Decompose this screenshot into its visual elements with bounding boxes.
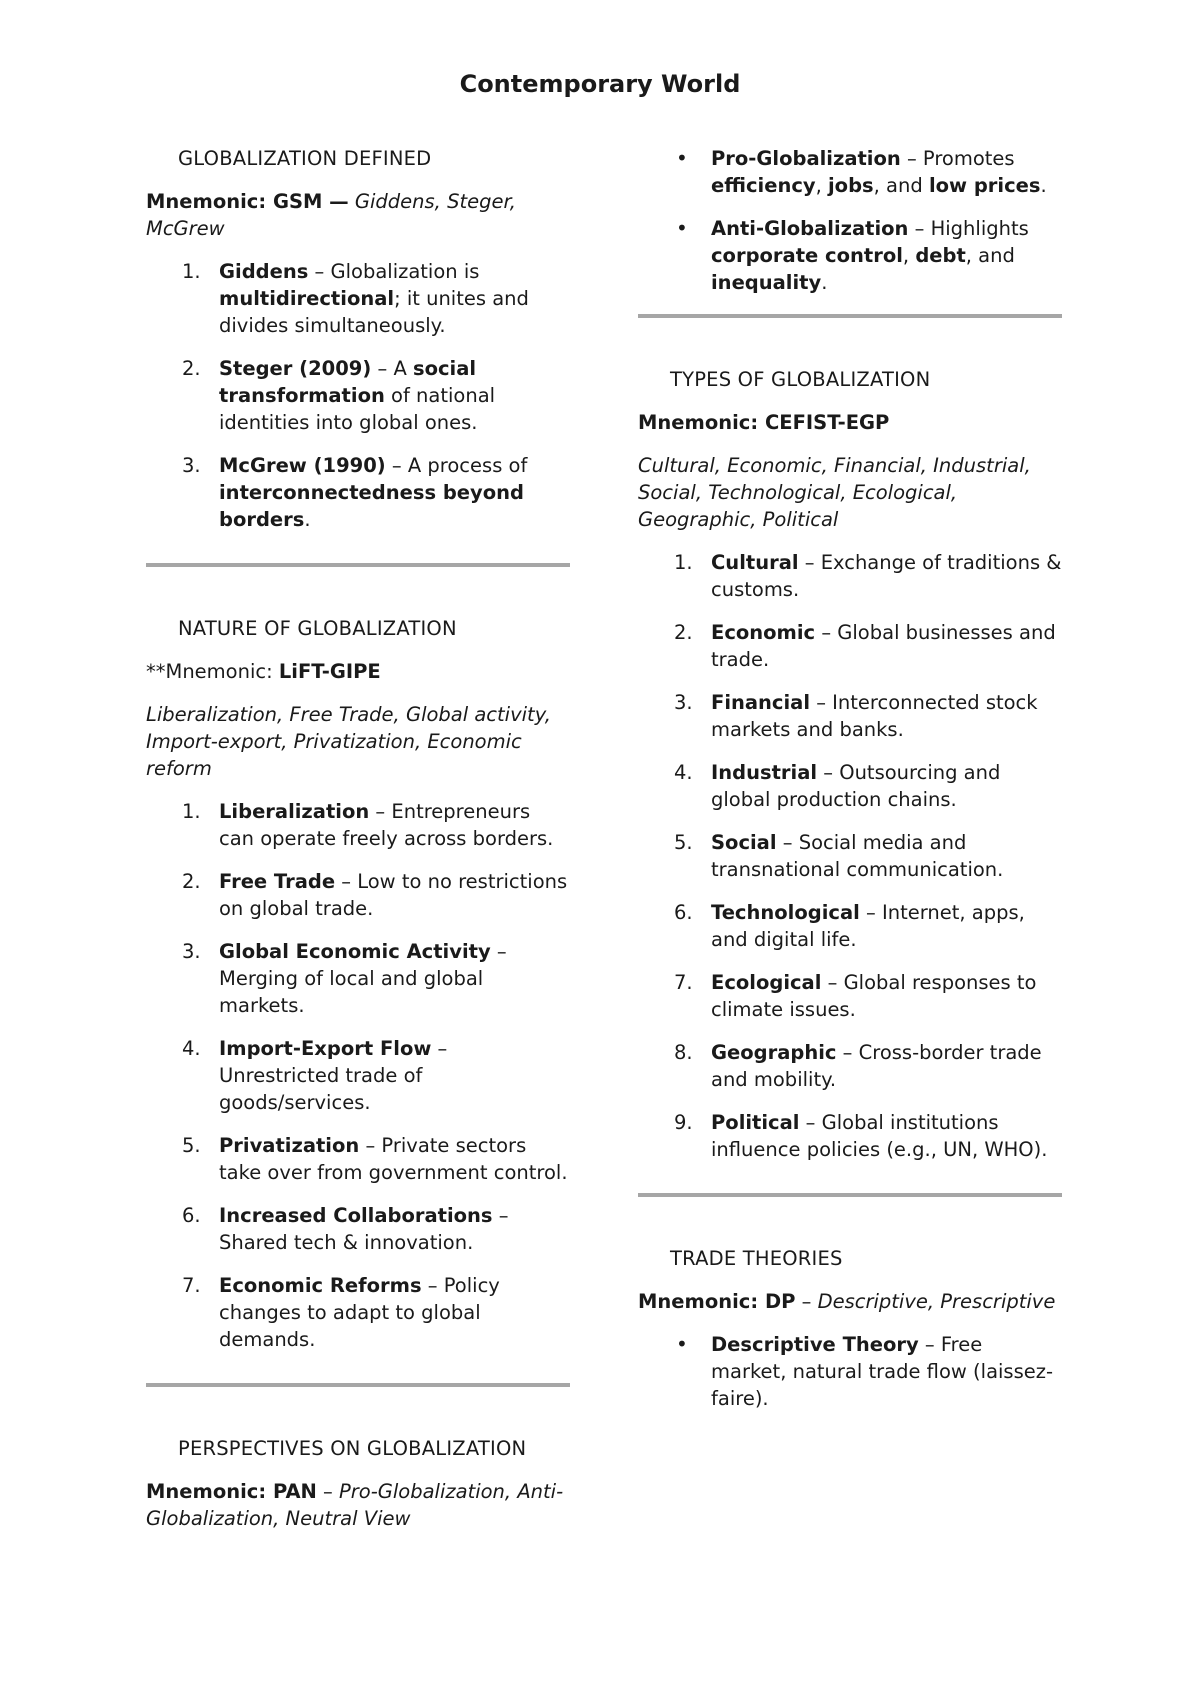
list-separator: – [798, 551, 821, 574]
list-term: Anti-Globalization [711, 217, 909, 240]
list-separator: – [431, 1037, 448, 1060]
list-item [638, 619, 1062, 673]
mnemonic-line [638, 1288, 1062, 1315]
list-number: 3. [674, 691, 693, 714]
mnemonic-label: Mnemonic: DP [638, 1290, 796, 1313]
list-item [638, 215, 1062, 296]
list-separator: – [421, 1274, 444, 1297]
section-nature-of-globalization [146, 615, 570, 1353]
list-separator: – [335, 870, 358, 893]
list-number: 4. [182, 1037, 201, 1060]
list-number: 9. [674, 1111, 693, 1134]
list-number: 1. [182, 260, 201, 283]
list-number: 2. [182, 870, 201, 893]
list-text: Internet, apps, and digital life. [711, 901, 1025, 951]
list-separator: – [810, 691, 833, 714]
list-term: Increased Collaborations [219, 1204, 493, 1227]
section-globalization-defined [146, 145, 570, 533]
list-term: Technological [711, 901, 860, 924]
list-item [638, 1109, 1062, 1163]
list-term: Pro-Globalization [711, 147, 901, 170]
mnemonic-value: LiFT-GIPE [278, 660, 381, 683]
list-separator: – [308, 260, 331, 283]
list-text: Policy changes to adapt to global demands. [219, 1274, 500, 1351]
list-emphasis: multidirectional [219, 287, 395, 310]
list-emphasis: debt [915, 244, 966, 267]
list-text: Outsourcing and global production chains. [711, 761, 1001, 811]
list-item [146, 355, 570, 436]
list-term: Geographic [711, 1041, 837, 1064]
mnemonic-label: Mnemonic: PAN [146, 1480, 317, 1503]
list-text: , and [873, 174, 929, 197]
list-number: 4. [674, 761, 693, 784]
list-number: 7. [182, 1274, 201, 1297]
list-number: 2. [674, 621, 693, 644]
mnemonic-sep: – [795, 1290, 818, 1313]
list-number: 2. [182, 357, 201, 380]
list-item [146, 1132, 570, 1186]
list-term: Economic [711, 621, 816, 644]
list-number: 8. [674, 1041, 693, 1064]
list-item [146, 1035, 570, 1116]
list-emphasis: low prices [928, 174, 1041, 197]
list-separator: – [359, 1134, 382, 1157]
right-column [638, 145, 1062, 1412]
list-text: , and [965, 244, 1015, 267]
list-item [638, 1331, 1062, 1412]
list-text: Global businesses and trade. [711, 621, 1056, 671]
list-emphasis: social transformation [219, 357, 477, 407]
list-text: , [902, 244, 916, 267]
list-text: Highlights [930, 217, 1029, 240]
list-number: 5. [674, 831, 693, 854]
list-separator: – [369, 800, 392, 823]
list-term: Industrial [711, 761, 818, 784]
section-divider [146, 1383, 570, 1387]
list-text: of national identities into global ones. [219, 384, 496, 434]
mnemonic-label: Mnemonic: GSM — [146, 190, 349, 213]
list-text: Global institutions influence policies (e.g., UN, WHO). [711, 1111, 1048, 1161]
list-text: Free market, natural trade flow (laissez-faire). [711, 1333, 1054, 1410]
list-separator: – [492, 1204, 509, 1227]
section-heading: TYPES OF GLOBALIZATION [670, 368, 931, 391]
list-text: Cross-border trade and mobility. [711, 1041, 1042, 1091]
section-divider [146, 563, 570, 567]
bullet-icon: • [676, 216, 688, 240]
list-term: Economic Reforms [219, 1274, 422, 1297]
list-term: Financial [711, 691, 811, 714]
list-text: Exchange of traditions & customs. [711, 551, 1062, 601]
list-term: Liberalization [219, 800, 370, 823]
list-term: Giddens [219, 260, 309, 283]
list-text: A process of [407, 454, 528, 477]
list-text: . [1040, 174, 1047, 197]
list-number: 1. [182, 800, 201, 823]
section-heading: NATURE OF GLOBALIZATION [178, 617, 457, 640]
mnemonic-description: Liberalization, Free Trade, Global activity, Import-export, Privatization, Economic reform [146, 703, 551, 780]
mnemonic-prefix: **Mnemonic: [146, 660, 279, 683]
list-term: Political [711, 1111, 800, 1134]
list-text: Private sectors take over from government control. [219, 1134, 568, 1184]
list-separator: – [815, 621, 838, 644]
section-heading: GLOBALIZATION DEFINED [178, 147, 432, 170]
list-separator: – [490, 940, 507, 963]
list-term: Import-Export Flow [219, 1037, 432, 1060]
list-emphasis: jobs [828, 174, 874, 197]
mnemonic-description: Cultural, Economic, Financial, Industrial, Social, Technological, Ecological, Geographic, Political [638, 454, 1031, 531]
list-item [638, 829, 1062, 883]
list-text: ; it unites and divides simultaneously. [219, 287, 529, 337]
list-text: Unrestricted trade of goods/services. [219, 1064, 423, 1114]
list-text: Interconnected stock markets and banks. [711, 691, 1038, 741]
mnemonic-text: Pro-Globalization, Anti-Globalization, Neutral View [146, 1480, 564, 1530]
section-divider [638, 1193, 1062, 1197]
list-item [638, 969, 1062, 1023]
list-item [638, 549, 1062, 603]
mnemonic-line [638, 409, 1062, 436]
list-term: Free Trade [219, 870, 336, 893]
list-item [146, 798, 570, 852]
list-text: Global responses to climate issues. [711, 971, 1037, 1021]
mnemonic-sep: – [316, 1480, 340, 1503]
list-number: 1. [674, 551, 693, 574]
list-separator: – [900, 147, 923, 170]
list-separator: – [799, 1111, 822, 1134]
list-separator: – [817, 761, 840, 784]
page-title: Contemporary World [459, 70, 741, 98]
list-item [638, 689, 1062, 743]
list-text: Entrepreneurs can operate freely across borders. [219, 800, 554, 850]
list-separator: – [776, 831, 799, 854]
definitions-list [146, 258, 570, 533]
list-term: Steger (2009) [219, 357, 372, 380]
mnemonic-text: Giddens, Steger, McGrew [146, 190, 516, 240]
list-term: Cultural [711, 551, 799, 574]
list-item [638, 899, 1062, 953]
section-types-of-globalization [638, 366, 1062, 1163]
list-item [638, 759, 1062, 813]
list-number: 6. [674, 901, 693, 924]
bullet-icon: • [676, 1332, 688, 1356]
list-number: 7. [674, 971, 693, 994]
list-item [146, 938, 570, 1019]
list-item [146, 1272, 570, 1353]
list-number: 3. [182, 454, 201, 477]
list-separator: – [918, 1333, 941, 1356]
list-emphasis: interconnectedness beyond borders [219, 481, 524, 531]
list-text: Promotes [922, 147, 1015, 170]
list-item [146, 452, 570, 533]
list-item [146, 868, 570, 922]
mnemonic-line [146, 188, 570, 242]
list-separator: – [836, 1041, 859, 1064]
bullet-icon: • [676, 146, 688, 170]
list-item [146, 258, 570, 339]
types-list [638, 549, 1062, 1163]
list-separator: – [859, 901, 882, 924]
list-text: , [815, 174, 828, 197]
section-perspectives-continued [638, 145, 1062, 296]
left-column [146, 145, 570, 1532]
mnemonic-line [146, 658, 570, 685]
perspectives-list [638, 145, 1062, 296]
section-heading: PERSPECTIVES ON GLOBALIZATION [178, 1437, 527, 1460]
list-term: Global Economic Activity [219, 940, 491, 963]
list-term: Descriptive Theory [711, 1333, 919, 1356]
list-text: Globalization is [330, 260, 480, 283]
list-separator: – [385, 454, 408, 477]
list-separator: – [908, 217, 931, 240]
trade-theories-list [638, 1331, 1062, 1412]
list-term: McGrew (1990) [219, 454, 386, 477]
section-trade-theories [638, 1245, 1062, 1412]
mnemonic-line [146, 1478, 570, 1532]
mnemonic-label: Mnemonic: CEFIST-EGP [638, 411, 890, 434]
list-emphasis: inequality [711, 271, 822, 294]
list-text: Social media and transnational communication. [711, 831, 1004, 881]
section-heading: TRADE THEORIES [670, 1247, 843, 1270]
list-number: 3. [182, 940, 201, 963]
list-text: . [304, 508, 311, 531]
list-term: Privatization [219, 1134, 360, 1157]
list-text: A [393, 357, 413, 380]
list-term: Social [711, 831, 777, 854]
list-number: 5. [182, 1134, 201, 1157]
list-separator: – [371, 357, 394, 380]
list-text: Low to no restrictions on global trade. [219, 870, 568, 920]
list-number: 6. [182, 1204, 201, 1227]
list-term: Ecological [711, 971, 822, 994]
list-emphasis: corporate control [711, 244, 903, 267]
section-divider [638, 314, 1062, 318]
list-emphasis: efficiency [711, 174, 816, 197]
section-perspectives [146, 1435, 570, 1532]
list-item [638, 1039, 1062, 1093]
list-text: Shared tech & innovation. [219, 1231, 474, 1254]
nature-list [146, 798, 570, 1353]
list-item [146, 1202, 570, 1256]
list-text: Merging of local and global markets. [219, 967, 484, 1017]
mnemonic-text: Descriptive, Prescriptive [817, 1290, 1056, 1313]
list-item [638, 145, 1062, 199]
list-separator: – [821, 971, 844, 994]
list-text: . [821, 271, 828, 294]
